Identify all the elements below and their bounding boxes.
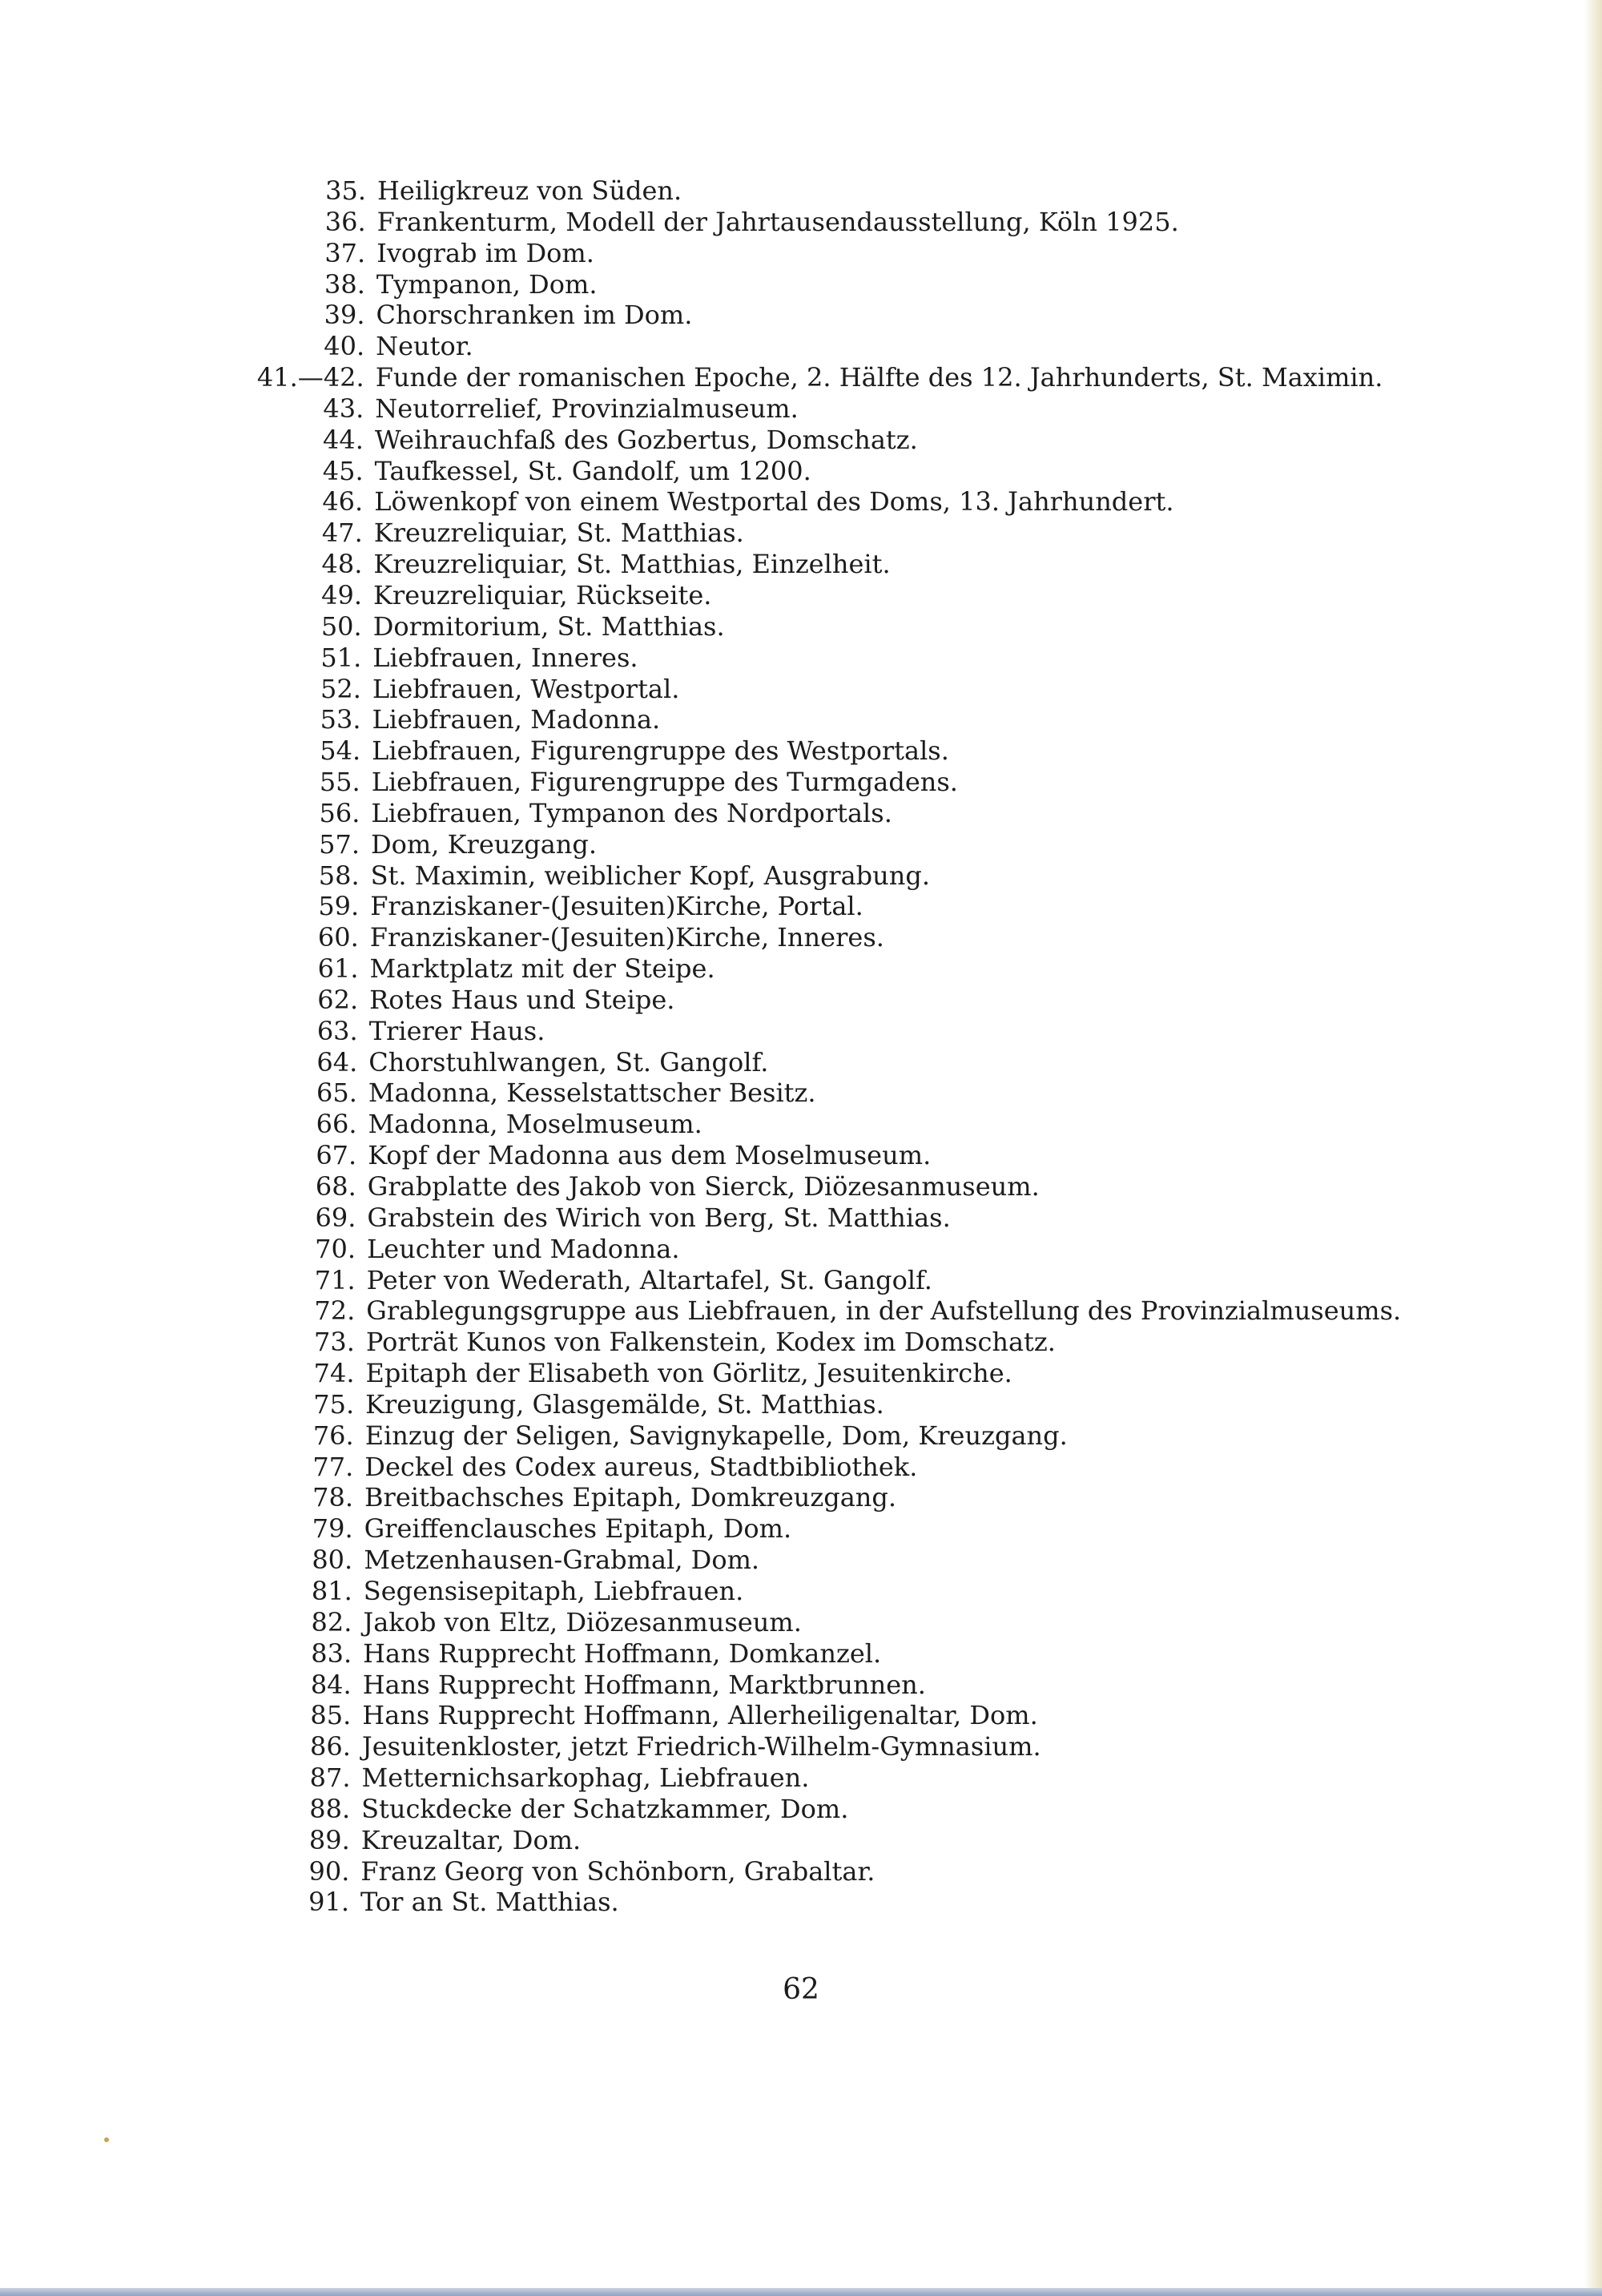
- entry-number: 44.: [323, 424, 364, 455]
- entry-caption: Kopf der Madonna aus dem Moselmuseum.: [368, 1140, 932, 1171]
- list-item: [0, 1327, 1602, 1358]
- list-item: [0, 518, 1602, 549]
- list-item: [0, 1576, 1602, 1607]
- entry-number: 88.: [309, 1793, 351, 1824]
- entry-caption: Grabstein des Wirich von Berg, St. Matthias.: [367, 1202, 951, 1233]
- entry-number: 72.: [314, 1295, 356, 1327]
- entry-caption: Liebfrauen, Inneres.: [372, 642, 638, 673]
- entry-number: 70.: [315, 1233, 356, 1264]
- entry-caption: Tympanon, Dom.: [376, 268, 598, 300]
- list-item: [0, 486, 1602, 518]
- list-item: [0, 1171, 1602, 1202]
- list-item: [0, 1047, 1602, 1078]
- entry-number: 71.: [314, 1264, 356, 1295]
- entry-number: 59.: [318, 891, 360, 922]
- list-item: [0, 1856, 1602, 1887]
- entry-number: 77.: [312, 1451, 354, 1482]
- entry-number: 49.: [321, 579, 362, 610]
- entry-number: 90.: [308, 1855, 350, 1887]
- entry-number: 35.: [325, 175, 366, 206]
- list-item: [0, 1389, 1602, 1420]
- list-item: [0, 829, 1602, 860]
- entry-caption: Segensisepitaph, Liebfrauen.: [363, 1575, 744, 1606]
- list-item: [0, 985, 1602, 1016]
- entry-number: 61.: [317, 953, 359, 985]
- list-item: [0, 1452, 1602, 1483]
- entry-caption: Löwenkopf von einem Westportal des Doms, 13. Jahrhundert.: [374, 486, 1174, 518]
- entry-caption: Hans Rupprecht Hoffmann, Allerheiligenaltar, Dom.: [362, 1700, 1038, 1731]
- list-item: [0, 1607, 1602, 1638]
- entry-number: 65.: [316, 1078, 357, 1109]
- entry-caption: Einzug der Seligen, Savignykapelle, Dom, Kreuzgang.: [364, 1420, 1068, 1451]
- entry-caption: Liebfrauen, Figurengruppe des Turmgadens.: [371, 767, 958, 798]
- entry-caption: Breitbachsches Epitaph, Domkreuzgang.: [364, 1482, 897, 1513]
- entry-number: 51.: [320, 642, 362, 673]
- entry-number: 36.: [324, 206, 366, 237]
- entry-caption: Greiffenclausches Epitaph, Dom.: [364, 1513, 792, 1545]
- entry-number: 85.: [310, 1700, 352, 1731]
- entry-number: 83.: [311, 1637, 352, 1669]
- entry-number: 56.: [319, 797, 360, 828]
- entry-number: 76.: [312, 1420, 354, 1451]
- entry-caption: Stuckdecke der Schatzkammer, Dom.: [361, 1793, 849, 1824]
- entry-caption: Funde der romanischen Epoche, 2. Hälfte des 12. Jahrhunderts, St. Maximin.: [375, 362, 1383, 393]
- list-item: [0, 1265, 1602, 1296]
- list-item: [0, 860, 1602, 892]
- entry-number: 57.: [319, 828, 360, 860]
- entry-number: 82.: [311, 1606, 352, 1637]
- entry-caption: Kreuzreliquiar, Rückseite.: [373, 579, 712, 610]
- entry-number: 80.: [312, 1545, 353, 1576]
- list-item: [0, 1670, 1602, 1701]
- entry-caption: Dom, Kreuzgang.: [371, 828, 598, 860]
- entry-number: 46.: [322, 486, 364, 518]
- entry-caption: Liebfrauen, Tympanon des Nordportals.: [371, 797, 892, 828]
- entry-number: 48.: [321, 549, 363, 580]
- entry-caption: Dormitorium, St. Matthias.: [372, 610, 725, 642]
- entry-caption: Kreuzreliquiar, St. Matthias.: [373, 518, 744, 549]
- entry-caption: Leuchter und Madonna.: [367, 1233, 680, 1264]
- entry-caption: Kreuzreliquiar, St. Matthias, Einzelheit.: [373, 549, 891, 580]
- list-item: [0, 1762, 1602, 1794]
- entry-number: 91.: [308, 1887, 349, 1918]
- list-item: [0, 1545, 1602, 1576]
- entry-number: 78.: [312, 1482, 353, 1513]
- entry-caption: Grabplatte des Jakob von Sierck, Diözesanmuseum.: [367, 1171, 1040, 1202]
- entry-caption: Chorschranken im Dom.: [376, 300, 693, 331]
- entry-caption: Metzenhausen-Grabmal, Dom.: [364, 1545, 760, 1576]
- entry-number: 86.: [310, 1731, 351, 1762]
- entry-caption: Kreuzigung, Glasgemälde, St. Matthias.: [365, 1388, 884, 1420]
- list-item: [0, 1638, 1602, 1670]
- entry-caption: Frankenturm, Modell der Jahrtausendausstellung, Köln 1925.: [376, 206, 1179, 237]
- entry-number: 58.: [318, 860, 360, 891]
- list-item: [0, 207, 1602, 238]
- entry-caption: Grablegungsgruppe aus Liebfrauen, in der Aufstellung des Provinzialmuseums.: [366, 1295, 1402, 1327]
- entry-caption: Marktplatz mit der Steipe.: [369, 953, 715, 985]
- entry-caption: Chorstuhlwangen, St. Gangolf.: [368, 1046, 769, 1078]
- list-item: [0, 1109, 1602, 1140]
- list-item: [0, 238, 1602, 269]
- list-item: [0, 1700, 1602, 1731]
- entry-number: 43.: [323, 393, 364, 424]
- entry-caption: Neutor.: [376, 331, 473, 362]
- entry-caption: Franziskaner-(Jesuiten)Kirche, Portal.: [370, 891, 863, 922]
- entry-number: 62.: [317, 984, 359, 1015]
- list-item: [0, 704, 1602, 735]
- entry-number: 45.: [322, 455, 364, 486]
- list-item: [0, 798, 1602, 829]
- entry-caption: Porträt Kunos von Falkenstein, Kodex im Domschatz.: [365, 1327, 1056, 1358]
- entry-number: 81.: [311, 1575, 352, 1606]
- entry-number: 68.: [315, 1171, 356, 1202]
- entry-number: 37.: [324, 237, 366, 268]
- list-item: [0, 1794, 1602, 1825]
- entry-caption: Hans Rupprecht Hoffmann, Domkanzel.: [363, 1637, 882, 1669]
- entry-number: 66.: [316, 1109, 357, 1140]
- list-item: [0, 1202, 1602, 1234]
- entry-number: 39.: [324, 300, 365, 331]
- list-item: [0, 425, 1602, 456]
- entry-number: 41.—42.: [256, 362, 364, 393]
- entry-number: 74.: [313, 1358, 355, 1389]
- list-item: [0, 735, 1602, 767]
- list-item: [0, 331, 1602, 362]
- list-item: [0, 1482, 1602, 1513]
- entry-caption: Neutorrelief, Provinzialmuseum.: [375, 393, 799, 424]
- scan-bottom-edge: [0, 2288, 1602, 2296]
- entry-number: 87.: [309, 1762, 351, 1794]
- list-item: [0, 393, 1602, 425]
- list-item: [0, 549, 1602, 580]
- list-item: [0, 1887, 1602, 1918]
- entry-number: 67.: [316, 1140, 357, 1171]
- entry-number: 52.: [320, 673, 361, 704]
- list-item: [0, 456, 1602, 487]
- list-item: [0, 175, 1602, 207]
- entry-number: 60.: [317, 922, 359, 953]
- entry-caption: Tor an St. Matthias.: [360, 1887, 619, 1918]
- entry-caption: Franz Georg von Schönborn, Grabaltar.: [360, 1855, 875, 1887]
- list-item: [0, 1358, 1602, 1389]
- entry-caption: Jakob von Eltz, Diözesanmuseum.: [363, 1606, 802, 1637]
- entry-number: 84.: [310, 1669, 352, 1700]
- entry-caption: Ivograb im Dom.: [376, 237, 594, 268]
- entry-caption: Metternichsarkophag, Liebfrauen.: [361, 1762, 810, 1794]
- entry-caption: Rotes Haus und Steipe.: [369, 984, 675, 1015]
- entry-caption: Trierer Haus.: [368, 1015, 545, 1046]
- entry-caption: Hans Rupprecht Hoffmann, Marktbrunnen.: [362, 1669, 926, 1700]
- entry-number: 64.: [316, 1046, 358, 1078]
- entry-caption: Heiligkreuz von Süden.: [377, 175, 682, 206]
- entry-number: 55.: [319, 767, 360, 798]
- entry-caption: Deckel des Codex aureus, Stadtbibliothek.: [364, 1451, 918, 1482]
- entry-caption: Taufkessel, St. Gandolf, um 1200.: [374, 455, 811, 486]
- entry-number: 75.: [313, 1388, 355, 1420]
- list-item: [0, 1731, 1602, 1762]
- entry-caption: Franziskaner-(Jesuiten)Kirche, Inneres.: [369, 922, 884, 953]
- entry-caption: Madonna, Moselmuseum.: [368, 1109, 702, 1140]
- list-item: [0, 1078, 1602, 1109]
- list-item: [0, 1420, 1602, 1452]
- entry-caption: Epitaph der Elisabeth von Görlitz, Jesuitenkirche.: [365, 1358, 1012, 1389]
- list-item: [0, 611, 1602, 642]
- entry-caption: Liebfrauen, Figurengruppe des Westportals.: [372, 735, 949, 767]
- list-item: [0, 891, 1602, 922]
- list-item: [0, 922, 1602, 953]
- list-item: [0, 767, 1602, 798]
- illustration-index-list: [0, 175, 1602, 1918]
- list-item: [0, 362, 1602, 393]
- entry-number: 63.: [316, 1015, 358, 1046]
- ink-speck: [104, 2137, 109, 2142]
- entry-number: 69.: [315, 1202, 356, 1233]
- list-item: [0, 953, 1602, 985]
- list-item: [0, 580, 1602, 611]
- entry-caption: St. Maximin, weiblicher Kopf, Ausgrabung.: [370, 860, 931, 891]
- list-item: [0, 269, 1602, 300]
- list-item: [0, 1234, 1602, 1265]
- list-item: [0, 1140, 1602, 1171]
- entry-caption: Liebfrauen, Madonna.: [372, 704, 661, 735]
- entry-number: 38.: [324, 268, 365, 300]
- entry-caption: Peter von Wederath, Altartafel, St. Gangolf.: [366, 1264, 932, 1295]
- entry-number: 79.: [312, 1513, 353, 1545]
- entry-caption: Weihrauchfaß des Gozbertus, Domschatz.: [374, 424, 918, 455]
- entry-number: 50.: [320, 610, 362, 642]
- entry-caption: Liebfrauen, Westportal.: [372, 673, 680, 704]
- entry-caption: Madonna, Kesselstattscher Besitz.: [368, 1078, 816, 1109]
- list-item: [0, 1825, 1602, 1856]
- entry-caption: Jesuitenkloster, jetzt Friedrich-Wilhelm-Gymnasium.: [361, 1731, 1041, 1762]
- entry-number: 47.: [321, 518, 363, 549]
- list-item: [0, 674, 1602, 705]
- list-item: [0, 642, 1602, 674]
- entry-number: 54.: [320, 735, 361, 767]
- entry-caption: Kreuzaltar, Dom.: [360, 1824, 582, 1855]
- list-item: [0, 1295, 1602, 1327]
- entry-number: 40.: [324, 331, 365, 362]
- list-item: [0, 300, 1602, 331]
- entry-number: 89.: [308, 1824, 350, 1855]
- entry-number: 73.: [314, 1327, 355, 1358]
- list-item: [0, 1513, 1602, 1545]
- entry-number: 53.: [320, 704, 361, 735]
- page-number: 62: [783, 1973, 819, 2006]
- list-item: [0, 1016, 1602, 1047]
